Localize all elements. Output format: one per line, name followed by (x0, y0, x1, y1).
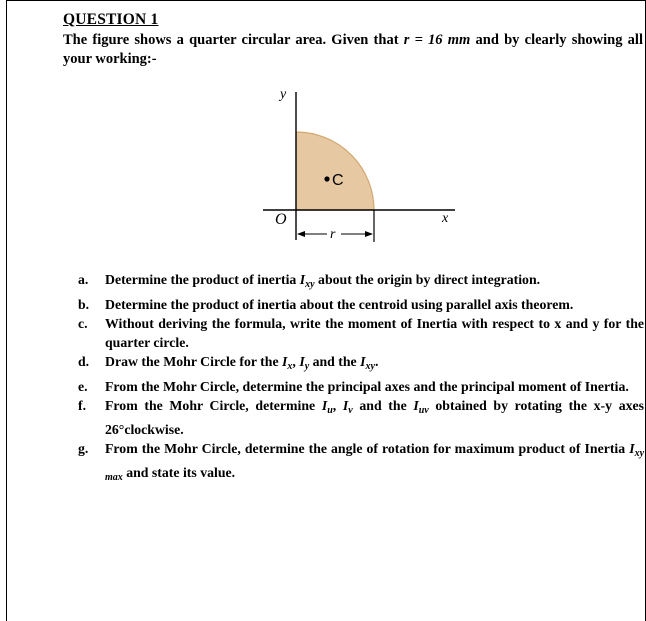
list-marker: a. (78, 272, 89, 287)
question-list (78, 271, 644, 487)
list-item-text: about the origin by direct integration. (314, 272, 541, 287)
radius-label: r (330, 227, 336, 242)
intro-text-after: and by clearly showing all your working:- (63, 32, 643, 67)
list-marker: c. (78, 316, 88, 331)
list-item-text: and the (352, 398, 414, 413)
intro-text-before: The figure shows a quarter circular area. Given that (63, 32, 404, 48)
list-item-text: , (332, 398, 343, 413)
symbol-subscript: v (348, 405, 353, 416)
question-intro (63, 31, 643, 69)
symbol-subscript: u (327, 405, 333, 416)
symbol-i: I (360, 354, 366, 369)
intro-given-value: r = 16 mm (403, 32, 471, 48)
symbol-subscript: uv (418, 405, 429, 416)
symbol-i: I (321, 398, 328, 413)
list-item-text: From the Mohr Circle, determine (105, 398, 316, 413)
symbol-i: I (299, 272, 306, 287)
list-item-text: Determine the product of inertia about the centroid using parallel axis theorem. (105, 296, 574, 312)
centroid-label: C (332, 172, 344, 189)
list-item-text: and the (309, 354, 361, 369)
list-marker: g. (78, 441, 89, 456)
list-item-text: Draw the Mohr Circle for the (105, 354, 279, 369)
list-marker: f. (78, 398, 87, 413)
symbol-subscript: y (304, 361, 310, 372)
list-item-text: , (292, 354, 300, 369)
list-item-text: obtained by rotating the x-y axes 26°clockwise. (105, 398, 644, 437)
symbol-subscript: x (287, 361, 293, 372)
symbol-subscript: xy (365, 361, 375, 372)
list-item-f (78, 397, 644, 439)
list-item-text: and state its value. (122, 464, 236, 480)
page-border-left (6, 0, 7, 621)
page-border-top (6, 0, 646, 1)
list-item-e (78, 378, 644, 397)
question-heading: QUESTION 1 (63, 11, 159, 28)
list-item-b (78, 296, 644, 315)
list-item-text: From the Mohr Circle, determine the angle of rotation for maximum product of Inertia (105, 441, 626, 456)
y-axis-label: y (280, 87, 287, 102)
list-item-d (78, 353, 644, 377)
quarter-circle-area (296, 132, 374, 210)
list-item-text: . (374, 354, 379, 369)
symbol-i: I (299, 354, 305, 369)
list-item-text: Without deriving the formula, write the moment of Inertia with respect to x and y for the quarter circle. (105, 316, 644, 350)
symbol-i: I (342, 398, 349, 413)
symbol-subscript: xy (305, 279, 315, 290)
list-item-c (78, 315, 644, 352)
list-item-text: From the Mohr Circle, determine the principal axes and the principal moment of Inertia. (105, 378, 629, 394)
list-marker: e. (78, 378, 88, 394)
symbol-i: I (629, 441, 635, 456)
centroid-dot (324, 176, 329, 181)
symbol-subscript: xy max (105, 448, 645, 483)
quarter-circle-figure (255, 82, 465, 252)
origin-label: O (275, 211, 287, 228)
list-marker: b. (78, 296, 90, 312)
symbol-i: I (413, 398, 419, 413)
radius-arrowhead-right (365, 231, 373, 237)
symbol-i: I (282, 354, 288, 369)
radius-arrowhead-left (297, 231, 305, 237)
list-marker: d. (78, 354, 90, 369)
list-item-g (78, 440, 644, 487)
list-item-a (78, 271, 644, 295)
list-item-text: Determine the product of inertia (105, 272, 297, 287)
x-axis-label: x (442, 211, 449, 226)
